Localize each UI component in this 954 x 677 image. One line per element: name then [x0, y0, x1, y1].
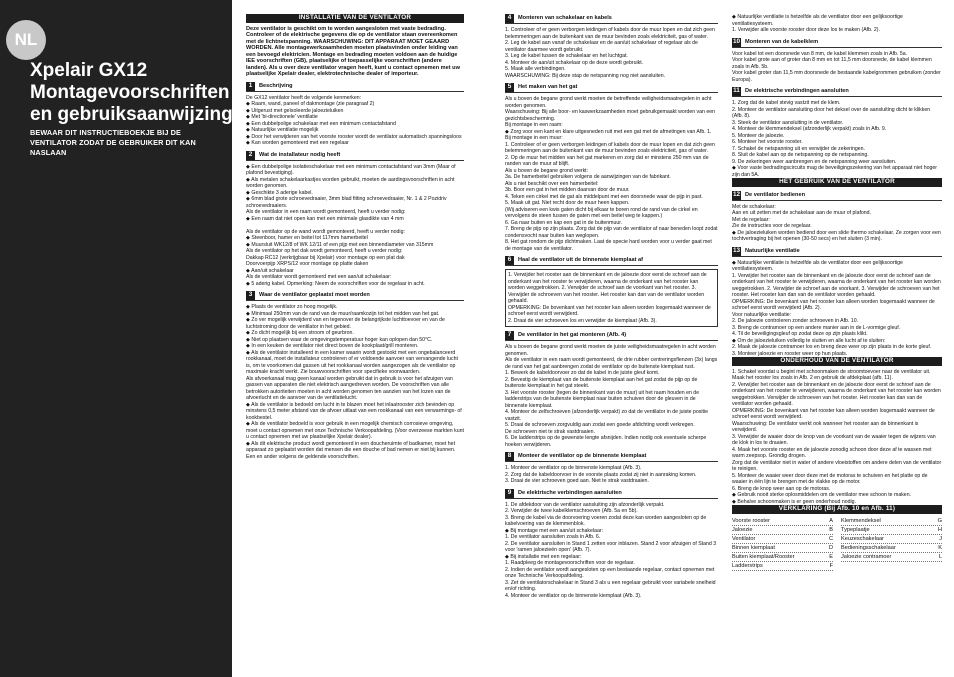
- column-2: [505, 14, 718, 674]
- legend-label: Klemmendeksel: [841, 517, 881, 524]
- section-title: Monteer de ventilator op de binnenste kiemplaat: [518, 453, 647, 460]
- legend-row: [841, 553, 942, 562]
- legend-code: C: [828, 535, 833, 542]
- section-title: Waar de ventilator geplaatst moet worden: [259, 292, 370, 299]
- section-number: 9: [505, 489, 514, 498]
- section-5-header: [505, 83, 718, 93]
- section-6-boxed-text: 1. Verwijder het rooster aan de binnenkant en de jaloezie door eerst de schroef aan de onderkant van het rooster te verwijderen, waarna de onderkant van het rooster kan worden weggetrokken. 2. Verwijder de schroef aan de voorkant van het rooster. 3. Verwijder de schroeven van het rooster. Het rooster kan dan van de ventilator worden gehaald. OPMERKING: De bovenkant van het rooster kan alleen worden losgemaakt wanneer de schroef eerst wordt verwijderd. 2. Draai de vier schroeven los en verwijder de kiemplaat (Afb. 3).: [505, 269, 718, 327]
- legend-code: A: [829, 517, 833, 524]
- section-title: Beschrijving: [259, 82, 293, 89]
- legend-row: [732, 517, 833, 526]
- section-number: 5: [505, 83, 514, 92]
- section-number: 11: [733, 87, 740, 95]
- section-8-header: [505, 452, 718, 462]
- column-3: [732, 14, 942, 674]
- legend-banner: VERKLARING (Bij Afb. 10 en Afb. 11): [732, 505, 942, 514]
- usage-banner: HET GEBRUIK VAN DE VENTILATOR: [732, 178, 942, 187]
- legend-label: Jaloezie contramoer: [841, 553, 892, 560]
- legend-label: Voorste rooster: [732, 517, 770, 524]
- section-number: 13: [732, 246, 741, 254]
- section-title: Haal de ventilator uit de binnenste kiemplaat af: [518, 257, 643, 264]
- section-title: Natuurlijke ventilatie: [745, 247, 800, 254]
- section-10-header: [732, 38, 942, 48]
- section-5-text: Als u boven de begane grond werkt moeten de betreffende veiligheidsmaatregelen in acht worden genomen. Waarschuwing: Bij alle boor- en kaswerkzaamheden moet gebruikgemaakt worden van een gezichtsbescherming. Bij montage in een raam: ◆ Zorg voor een kant en klare uitgesneden ruit met een gat met de afmetingen van Afb. 1. Bij montage in een muur: 1. Controleer of er geen verborgen leidingen of kabels door de muur lopen en dat zich geen belemmeringen aan de buitenkant van de muur bevinden zoals elektriciteit, gas of water. 2. Op de muur het midden van het gat markeren en zorg dat er minstens 250 mm van de randen van de muur af blijft. Als u boven de begane grond werkt: 3a. De hamerbeitel gebruiken volgens de aanwijzingen van de fabrikant. Als u niet beschikt over een hamerbeitel: 3b. Boor een gat in het midden daarvan door de muur. 4. Teken een cirkel met de gat als middelpunt met een doorsnede waar de pijp in past. 5. Maak uit gat. Niet recht door de muur heen kappen. (Wij adviseren een kwis gaten dicht bij elkaar te boren rond de rand van de cirkel en vervolgens de steen tussen de gaten met een beitel weg te kappen.) 6. Ga naar buiten en kap een gat in de buitenmuur. 7. Breng de pijp op zijn plaats. Zorg dat de pijp van de ventilator af naar beneden loopt zodat condensvocht naar buiten kan weglopen. 8. Het gat rondom de pijp dichtmaken. Laat de specie hard worden voor u verder gaat met de montage van de ventilator.: [505, 96, 718, 252]
- section-12-text: Met de schakelaar: Aan en uit zetten met de schakelaar aan de muur of plafond. Met de regelaar: Zie de instructies voor de regelaar. ◆ De jaloezieluiken worden bediend door een slide thermo schakelaar. Ze zorgen voor een tochtvertraging bij het openen (30-50 secs) en het sluiten (3 min).: [732, 203, 941, 242]
- legend-label: Ladderstrips: [732, 562, 763, 569]
- section-number: 8: [505, 452, 514, 461]
- legend-row: [841, 526, 942, 535]
- maintenance-text: 1. Schakel voordat u begint met schoonmaken de stroomtoevoer naar de ventilator uit. Maak het rooster los zoals in Afb. 2 en gebruik de afdekplaat (afb. 11). 2. Verwijder het rooster aan de binnenkant en de jaloezie door eerst de schroef aan de onderkant van het rooster te verwijderen, waarna de onderkant van het rooster kan worden weggetrokken. Verwijder de schroeven van het rooster. Het rooster kan dan van de ventilator worden gehaald. OPMERKING: De bovenkant van het rooster kan alleen worden losgemaakt wanneer de schroef eerst wordt verwijderd. Waarschuwing: De ventilator werkt ook wanneer het rooster aan de binnenkant is verwijderd. 3. Verwijder de waaier door de knop van de voorkant van de waaier tegen de wijzers van de klok in los te draaien. 4. Maak het voorste rooster en de jaloezie zonodig schoon door deze af te wassen met warm zeepsop. Grondig drogen. Zorg dat de ventilator niet in water of andere vloeistoffen om andere delen van de ventilator te reinigen. 5. Monteer de waaier weer door deze met de motoras te schuiven en het platte op de waaier in één lijn te brengen met de vlakke op de motor. 6. Breng de knop weer aan op de motoras. ◆ Gebruik nooit sterke oplosmiddelen om de ventilator mee schoon te maken. ◆ Behalve schoonmaken is er geen onderhoud nodig.: [732, 368, 942, 505]
- legend-code: K: [938, 544, 942, 551]
- legend-row: [732, 562, 833, 571]
- legend-row: [841, 544, 942, 553]
- legend-column-left: [732, 517, 833, 571]
- section-number: 7: [505, 331, 514, 340]
- cover-panel: [0, 0, 232, 677]
- section-4-header: [505, 14, 718, 24]
- section-number: 6: [505, 256, 514, 265]
- section-12-header: [732, 191, 942, 201]
- legend-code: H: [937, 526, 942, 533]
- legend-code: J: [939, 535, 942, 542]
- main-title: [30, 60, 233, 126]
- section-number: 4: [505, 14, 514, 23]
- section-13-text: ◆ Natuurlijke ventilatie is hetzelfde als de ventilator door een gelijksoortige ventilatiesysteem. 1. Verwijder het rooster aan de binnenkant en de jaloezie door eerst de schroef aan de onderkant van het rooster te verwijderen, waarna de onderkant van het rooster kan worden weggetrokken. 2. Verwijder de schroef aan de voorkant. 3. Verwijder de schroeven van het rooster. Het rooster kan dan van de ventilator worden gehaald. OPMERKING: De bovenkant van het rooster kan alleen worden losgemaakt wanneer de schroef eerst wordt verwijderd (Afb. 2). Voor natuurlijke ventilatie: 2. De jaloezie controleren zonder schroeven in Afb. 10. 3. Breng de contramoer op een andere manier aan in de L-vormige gleuf. 4. Til de beveiligingsgleuf op zodat deze op zijn plaats klikt. ◆ Om de jaloezieluiken volledig te sluiten en alle lucht af te sluiten: 2. Maak de jaloezie contramoer los en breng deze weer op zijn plaats in de korte gleuf. 3. Monteer jaloezie en rooster weer op hun plaats.: [732, 259, 941, 357]
- installation-banner: INSTALLATIE VAN DE VENTILATOR: [246, 14, 464, 23]
- section-title: Het maken van het gat: [518, 84, 578, 91]
- section-title: De elektrische verbindingen aansluiten: [745, 88, 849, 95]
- section-9-header: [505, 489, 718, 499]
- section-number: 12: [732, 190, 741, 198]
- section-7-header: [505, 331, 718, 341]
- legend-label: Binnen kiemplaat: [732, 544, 775, 551]
- legend-code: F: [829, 562, 833, 569]
- column-1: [246, 14, 464, 674]
- title-line-3: en gebruiksaanwijzing: [30, 104, 233, 125]
- section-6-header: [505, 256, 718, 266]
- section-title: Monteren van de kabelklem: [745, 38, 819, 45]
- section-title: De ventilator in het gat monteren (Afb. 4): [518, 332, 627, 339]
- column-3-top-text: ◆ Natuurlijke ventilatie is hetzelfde als de ventilator door een gelijksoortige ventilatiesysteem. 1. Verwijder alle voorste rooster door deze los te maken (Afb. 2).: [732, 14, 903, 33]
- legend-code: L: [938, 553, 942, 560]
- section-title: Monteren van schakelaar en kabels: [518, 15, 612, 22]
- maintenance-banner: ONDERHOUD VAN DE VENTILATOR: [732, 357, 942, 366]
- legend-label: Typeplaatje: [841, 526, 870, 533]
- title-line-2: Montagevoorschriften: [30, 82, 230, 103]
- legend-label: Ventilator: [732, 535, 756, 542]
- legend-row: [841, 517, 942, 526]
- legend-row: [732, 544, 833, 553]
- section-title: Wat de installateur nodig heeft: [259, 151, 341, 158]
- legend-code: B: [829, 526, 833, 533]
- legend-label: Jaloezie: [732, 526, 753, 533]
- legend-label: Buiten kiemplaat/Rooster: [732, 553, 795, 560]
- legend-code: G: [937, 517, 942, 524]
- section-2-text: ◆ Een dubbelpolige isolatieschakelaar met een minimum contactafstand van 3mm (Maar of plafond bevestiging). ◆ Als metalen schakelaarkastjes worden gebruikt, moeten de aardingsvoorschriften in acht worden genomen. ◆ Geschikte 3 aderige kabel. ◆ 6mm blad grote schroevedraaier, 3mm blad fitting schroevedraaier, Nr. 1 & 2 Pozidriv schroevedraaiers. Als de ventilator in een raam wordt gemonteerd, heeft u verder nodig: ◆ Een raam dat niet open kan met een minimale glasdikte van 4 mm Als de ventilator op de wand wordt gemonteerd, heeft u verder nodig: ◆ Steenboor, hamer en beitel tot 117mm hamerbeitel ◆ Muursluit WK12/8 of WK 12/11 of een pijp met een binnendiameter van 315mm Als de ventilator op het dak wordt gemonteerd, heeft u verder nodig: Dakkap RC12 (verkrijgbaar bij Xpelair) voor montage op een plat dak Doorvoerpijp XRPS/12 voor montage op platte daken ◆ Aan/uit schakelaar Als de ventilator wordt gemonteerd met een aan/uit schakelaar: ◆ 5 aderig kabel. Opmerking: Neem de voorschriften voor de regelaar in acht.: [246, 163, 456, 287]
- title-line-1: Xpelair GX12: [30, 60, 148, 81]
- section-number: 10: [732, 37, 741, 45]
- section-3-header: [246, 291, 464, 301]
- section-3-text: ◆ Plaats de ventilator zo hoog mogelijk. ◆ Minimaal 250mm van de rand van de muur/raamkozijn tot het midden van het gat. ◆ Zo ver mogelijk verwijderd van en tegenover de belangrijkste luchttoevoer en van de luchtstroming door de ventilator in het gebied. ◆ Zo dicht mogelijk bij een stroom of geurbron. ◆ Niet op plaatsen waar de omgevingstemperatuur hoger kan oplopen dan 50°C. ◆ In een keuken de ventilator niet direct boven de kookplaat/grill monteren. ◆ Als de ventilator installeerd in een kamer waarin wordt gestookt met een ongebalanceerd rookkanaal, moet de installateur controleren of er voldoende aanvoer van vervangende lucht is, om te voorkomen dat gassen uit het rookkanaal worden aangezogen als de ventilator op maximale kracht werkt. Zie bouwvoorschriften voor specifieke voorwaarden. Als afvoerkanaal mag geen kanaal worden gebruikt dat in gebruik is voor het afzuigen van gassen van apparaten die niet elektrisch aangedreven worden. De voorschriften van alle betrokken autoriteiten moeten in acht worden genomen ten aanzien van het lozen van de afvoerlucht en de aanvoer van de ventilatielucht. ◆ Als de ventilator is bedoeld om lucht in te blazen moet het inlaatrooster zich bevinden op minstens 0,5 meter afstand van de afvoer uitlaat van een rookkanaal van een verwarmings- of kookbestel. ◆ Als de ventilator bedoeld is voor gebruik in een mogelijk chemisch corrosieve omgeving, moet u contact opnemen met onze Technische Verkoopafdeling. (Voor overzeese markten kunt u contact opnemen met uw plaatselijke Xpelair dealer). ◆ Als dit elektrische product wordt gemonteerd in een doucheruimte of badkamer, moet het apparaat zo geplaatst worden dat mensen die een douche of bad nemen er niet bij kunnen. Een en ander volgens de geldende voorschriften.: [246, 304, 464, 460]
- legend-column-right: [841, 517, 942, 571]
- section-10-text: Voor kabel tot een doorsnede van 8 mm, de kabel klemmen zoals in Afb. 5a. Voor kabel grote aan of groter dan 8 mm en tot 11,5 mm doorsnede, de kabel klemmen zoals in Afb. 5b. Voor kabel groter dan 11,5 mm doorsnede de bestaande kabelgrommen gebruiken (zonder Europa).: [732, 50, 941, 83]
- legend-row: [841, 535, 942, 544]
- section-13-header: [732, 247, 942, 257]
- section-7-text: Als u boven de begane grond werkt moeten de juiste veiligheidsmaatregelen in acht worden genomen. Als de ventilator in een raam wordt gemonteerd, de drie rubber centreringsflenzen (3x) langs de rand van het gat aanbrengen zodat de ventilator op de buitenste kiemplaat rust. 1. Bewerk de kabeldoorvoer zo dat de kabel in de juiste gleuf komt. 2. Bevestig de kiemplaat van de buitenste kiemplaat aan het gat zodat de pijp op de buitenste kiemplaat in het gat steekt. 3. Het voorste rooster (tegen de binnenkant van de muur) uit het raam houden en de ladderstrips van de buitenste kiemplaat naar buiten schuiven door de gleuven in de binnenste kiemplaat. 4. Monteer de zelfschroeven (afzonderlijk verpakt) zo dat de ventilator in de juiste positie vastzit. 5. Draai de schroeven zorgvuldig aan zodat een goede afdichting wordt verkregen. De schroeven niet te strak vastdraaien. 6. De ladderstrips op de gewenste lengte afsnijden. Indien nodig ook eventuele scherpe hoeken verwijderen.: [505, 344, 718, 448]
- section-8-text: 1. Monteer de ventilator op de binnenste kiemplaat (Afb. 3). 2. Zorg dat de kabeldoorvoer in de voorste plaats zodat zij niet in aanraking komen. 3. Draai de vier schroeven goed aan. Niet te strak vastdraaien.: [505, 465, 697, 484]
- legend-code: E: [829, 553, 833, 560]
- section-11-header: [732, 87, 942, 97]
- legend-row: [732, 553, 833, 562]
- keep-instructions-note: BEWAAR DIT INSTRUCTIEBOEKJE BIJ DE VENTILATOR ZODAT DE GEBRUIKER DIT KAN NASLAAN: [30, 128, 196, 157]
- legend-table: [732, 517, 942, 571]
- section-1-text: De GX12 ventilator heeft de volgende kenmerken: ◆ Raam, wand, paneel of dakmontage (zie paragraaf 2) ◆ Uitgerust met geïsoleerde jaloezieluiken ◆ Met 'bi-directionele' ventilatie ◆ Een dubbelpolige schakelaar met een minimum contactafstand ◆ Natuurlijke ventilatie mogelijk ◆ Door het verwijderen van het voorste rooster wordt de ventilator automatisch spanningsloos ◆ Kan worden gemonteerd met een regelaar: [246, 94, 462, 146]
- section-9-text: 1. De afdekdoor van de ventilator aansluiting zijn afzonderlijk verpakt. 2. Verwijder de twee kabelklemschroeven (Afb. 5a en 5b). 3. Breng de kabel via de doorvoering voeren zodat deze kan worden aangesloten op de kabelvoering van de klemmenblok. ◆ Bij montage met een aan/uit schakelaar: 1. De ventilator aansluiten zoals in Afb. 6. 2. De ventilator aansluiten in Stand 1 zetten voor inblazen. Stand 2 voor afzuigen of Stand 3 voor 'ramen jaloezieën open' (Afb. 7). ◆ Bij installatie met een regelaar: 1. Raadpleeg de montagevoorschriften voor de regelaar. 2. Indien de ventilator wordt aangesloten op een bestaande regelaar, contact opnemen met onze Technische Verkoopafdeling. 3. Zet de ventilatorschakelaar in Stand 3 als u een regelaar gebruikt voor variabele snelheid en/of richting. 4. Monteer de ventilator op de binnenste kiemplaat (Afb. 3).: [505, 501, 717, 599]
- section-11-text: 1. Zorg dat de kabel stevig vastzit met de klem. 2. Monteer de ventilator aansluiting door het deksel over de aansluiting dicht te klikken (Afb. 8). 3. Steek de ventilator aansluiting in de ventilator. 4. Monteer de klemmendeksel (afzonderlijk verpakt) zoals in Afb. 9. 5. Monteer de jaloezie. 6. Monteer het voorste rooster. 7. Schakel de netspanning uit en verwijder de zekeringen. 8. Sluit de kabel aan op de netspanning op de netspanning. 9. De zekeringen weer aanbrengen en de netspanning weer aansluiten. ◆ Voor vaste bedradingscircuits mag de beveiligingszekering van het apparaat niet hoger zijn dan 5A.: [732, 100, 937, 178]
- legend-row: [732, 535, 833, 544]
- language-badge: NL: [6, 20, 46, 60]
- section-number: 2: [246, 151, 255, 160]
- legend-label: Keuzeschakelaar: [841, 535, 884, 542]
- section-number: 3: [246, 291, 255, 300]
- section-number: 1: [246, 82, 255, 91]
- section-4-text: 1. Controleer of er geen verborgen leidingen of kabels door de muur lopen en dat zich geen belemmeringen aan de buitenkant van de muur bevinden zoals elektriciteit, gas of water. 2. Leg de kabel aan vanaf de schakelaar en de aan/uit schakelaar of regelaar als de ventilator daarmee wordt gebruikt. 3. Leg de kabel tussen de schakelaar en het luchtgat. 4. Monteer de aan/uit schakelaar op de deze wordt gebruikt. 5. Maak alle verbindingen. WAARSCHUWING: Bij deze stap de netspanning nog niet aansluiten.: [505, 27, 715, 79]
- section-title: De ventilator bedienen: [745, 191, 805, 198]
- section-2-header: [246, 151, 464, 161]
- legend-row: [732, 526, 833, 535]
- section-title: De elektrische verbindingen aansluiten: [518, 489, 622, 496]
- installation-intro: Deze ventilator is geschikt om te worden aangesloten met vaste bedrading. Controleer of de elektrische gegevens die op de ventilator staan overeenkomen met de lichtnetspanning. WAARSCHUWING: DIT APPARAAT MOET GEAARD WORDEN. Alle montagewerkzaamheden moeten plaatsvinden onder leiding van een bevoegd elektricien. Montage en bedrading moeten voldoen aan de huidige IEE voorschriften (GB), plaatselijke of toepasselijke voorschriften (andere landen). Als u over deze ventilator vragen heeft, kunt u contact opnemen met uw plaatselijke Xpelair dealer, elektrotechnische dealer of importeur.: [246, 25, 460, 77]
- legend-code: D: [828, 544, 833, 551]
- section-1-header: [246, 82, 464, 92]
- legend-label: Bedieningsschakelaar: [841, 544, 896, 551]
